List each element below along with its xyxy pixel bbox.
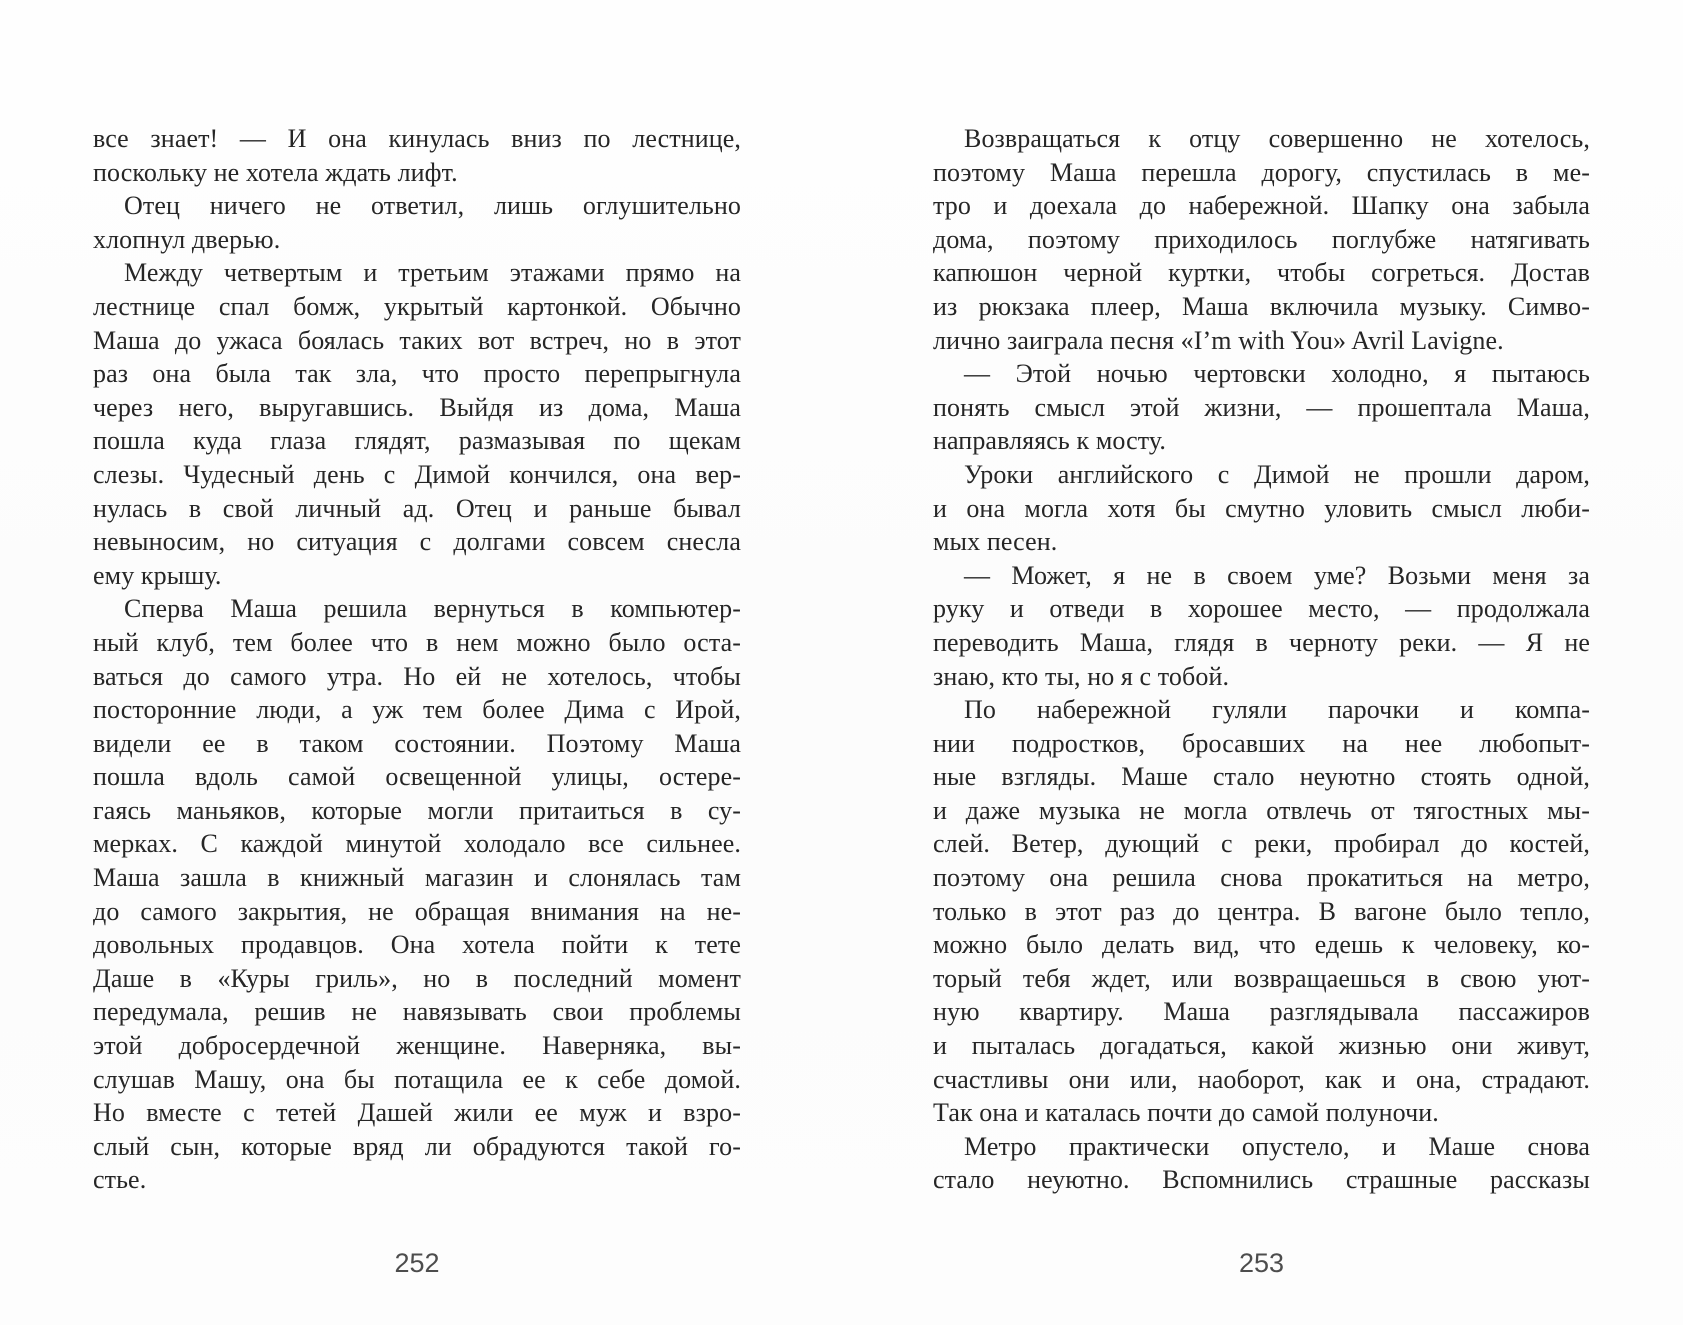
text-line: слезы. Чудесный день с Димой кончился, она вер-	[93, 459, 741, 489]
text-line: направляясь к мосту.	[933, 426, 1166, 456]
text-line: лично заиграла песня «I’m with You» Avril Lavigne.	[933, 325, 1504, 355]
text-line: ваться до самого утра. Но ей не хотелось, чтобы	[93, 661, 741, 691]
text-line: поэтому Маша перешла дорогу, спустилась в ме-	[933, 157, 1590, 187]
text-line: капюшон черной куртки, чтобы согреться. Достав	[933, 258, 1590, 288]
page-number-left: 252	[394, 1248, 440, 1278]
text-line: — Может, я не в своем уме? Возьми меня за	[964, 560, 1590, 590]
text-line: и она могла хотя бы смутно уловить смысл люби-	[933, 493, 1590, 523]
text-line: Так она и каталась почти до самой полуночи.	[933, 1098, 1439, 1128]
text-line: Сперва Маша решила вернуться в компьютер-	[124, 594, 741, 624]
page-left-text	[93, 122, 741, 1197]
text-line: Метро практически опустело, и Маше снова	[964, 1131, 1590, 1161]
text-line: пошла куда глаза глядят, размазывая по щекам	[93, 426, 741, 456]
text-line: По набережной гуляли парочки и компа-	[964, 695, 1590, 725]
text-line: Возвращаться к отцу совершенно не хотелось,	[964, 124, 1590, 153]
text-line: торый тебя ждет, или возвращаешься в свою уют-	[933, 963, 1590, 993]
text-line: мых песен.	[933, 527, 1058, 557]
text-line: переводить Маша, глядя в черноту реки. — Я не	[933, 627, 1590, 657]
text-line: Но вместе с тетей Дашей жили ее муж и взро-	[93, 1098, 741, 1128]
text-line: поскольку не хотела ждать лифт.	[93, 157, 458, 187]
text-line: ный клуб, тем более что в нем можно было оста-	[93, 627, 741, 657]
text-line: мерках. С каждой минутой холодало все сильнее.	[93, 829, 741, 859]
text-line: дома, поэтому приходилось поглубже натягивать	[933, 224, 1590, 254]
text-line: слей. Ветер, дующий с реки, пробирал до костей,	[933, 829, 1590, 859]
text-line: и пыталась догадаться, какой жизнью они живут,	[933, 1031, 1590, 1061]
text-line: видели ее в таком состоянии. Поэтому Маша	[93, 728, 741, 758]
text-line: пошла вдоль самой освещенной улицы, остере-	[93, 762, 741, 792]
page-right-text	[933, 122, 1590, 1197]
text-line: знаю, кто ты, но я с тобой.	[933, 661, 1230, 691]
text-line: слушав Машу, она бы потащила ее к себе домой.	[93, 1064, 741, 1094]
text-line: поэтому она решила снова прокатиться на метро,	[933, 863, 1590, 893]
text-line: невыносим, но ситуация с долгами совсем снесла	[93, 527, 741, 557]
text-line: только в этот раз до центра. В вагоне было тепло,	[933, 896, 1590, 926]
text-line: Уроки английского с Димой не прошли даром,	[964, 459, 1590, 489]
text-line: счастливы они или, наоборот, как и она, страдают.	[933, 1064, 1590, 1094]
text-line: хлопнул дверью.	[93, 224, 281, 254]
text-line: этой добросердечной женщине. Наверняка, вы-	[93, 1031, 741, 1061]
text-line: все знает! — И она кинулась вниз по лестнице,	[93, 124, 741, 153]
text-line: стье.	[93, 1165, 147, 1195]
text-line: нии подростков, бросавших на нее любопыт-	[933, 728, 1590, 758]
text-line: лестнице спал бомж, укрытый картонкой. Обычно	[93, 291, 741, 321]
text-line: нулась в свой личный ад. Отец и раньше бывал	[93, 493, 741, 523]
text-line: тро и доехала до набережной. Шапку она забыла	[933, 191, 1590, 221]
text-line: до самого закрытия, не обращая внимания на не-	[93, 896, 741, 926]
text-line: гаясь маньяков, которые могли притаиться в су-	[93, 795, 741, 825]
text-line: Даше в «Куры гриль», но в последний момент	[93, 963, 741, 993]
text-line: через него, выругавшись. Выйдя из дома, Маша	[93, 392, 741, 422]
text-line: руку и отведи в хорошее место, — продолжала	[933, 594, 1590, 624]
text-line: Отец ничего не ответил, лишь оглушительно	[124, 191, 741, 221]
text-line: раз она была так зла, что просто перепрыгнула	[93, 359, 741, 389]
text-line: — Этой ночью чертовски холодно, я пытаюсь	[964, 359, 1590, 389]
text-line: Между четвертым и третьим этажами прямо на	[124, 258, 741, 288]
text-line: посторонние люди, а уж тем более Дима с Ирой,	[93, 695, 741, 725]
text-line: можно было делать вид, что едешь к человеку, ко-	[933, 930, 1590, 960]
text-line: слый сын, которые вряд ли обрадуются такой го-	[93, 1131, 741, 1161]
text-line: из рюкзака плеер, Маша включила музыку. Симво-	[933, 291, 1590, 321]
text-line: и даже музыка не могла отвлечь от тягостных мы-	[933, 795, 1590, 825]
text-line: стало неуютно. Вспомнились страшные рассказы	[933, 1165, 1590, 1195]
page-number-right: 253	[1238, 1248, 1285, 1278]
text-line: передумала, решив не навязывать свои проблемы	[93, 997, 741, 1027]
text-line: ему крышу.	[93, 560, 222, 590]
text-line: ную квартиру. Маша разглядывала пассажиров	[933, 997, 1590, 1027]
text-line: довольных продавцов. Она хотела пойти к тете	[93, 930, 741, 960]
text-line: понять смысл этой жизни, — прошептала Маша,	[933, 392, 1590, 422]
text-line: ные взгляды. Маше стало неуютно стоять одной,	[933, 762, 1590, 792]
text-line: Маша зашла в книжный магазин и слонялась там	[93, 863, 741, 893]
text-line: Маша до ужаса боялась таких вот встреч, но в этот	[93, 325, 741, 355]
